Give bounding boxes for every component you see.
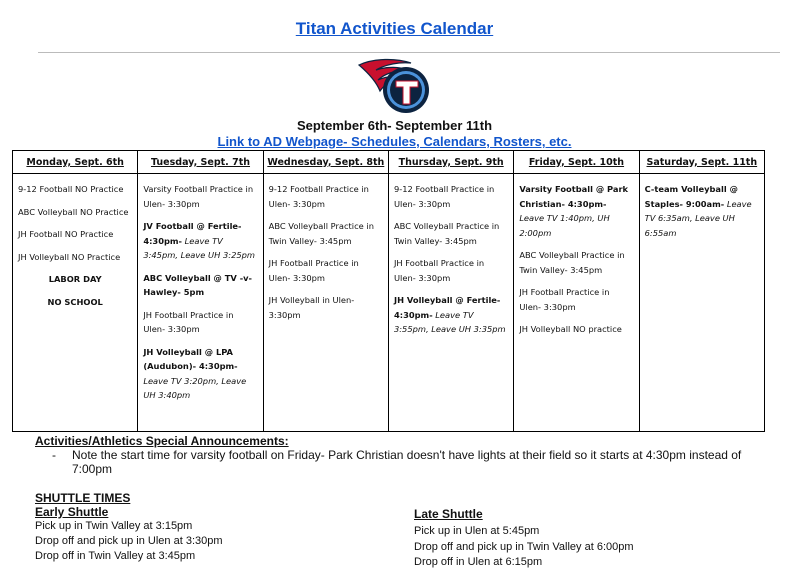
late-shuttle-line: Drop off and pick up in Twin Valley at 6:00pm [414,540,634,553]
event-text-text: ABC Volleyball NO Practice [18,206,129,217]
event-text-text: JH Football Practice in Ulen- 3:30pm [393,258,485,283]
calendar-event [394,182,508,211]
early-shuttle-line: Drop off in Twin Valley at 3:45pm [35,550,196,562]
event-italic-text: Leave TV 3:20pm, Leave UH 3:40pm [143,375,247,400]
announcement-bullet: - [52,448,56,462]
event-text-text: JH Football Practice in Ulen- 3:30pm [519,287,610,312]
day-note: LABOR DAY [48,274,102,284]
horizontal-divider [38,52,780,53]
shuttle-times-title: SHUTTLE TIMES [35,491,131,505]
early-shuttle-list [35,519,223,564]
calendar-event [143,271,257,300]
event-text-text: ABC Volleyball Practice in Twin Valley- 3:45pm [268,221,374,246]
announcements-title: Activities/Athletics Special Announcements: [35,434,289,448]
day-header-wednesday: Wednesday, Sept. 8th [263,151,388,174]
event-italic-text: Leave TV 3:45pm, Leave UH 3:25pm [143,235,255,260]
calendar-event [394,293,508,337]
event-bold-text: JH Volleyball @ LPA (Audubon)- 4:30pm- [143,346,238,371]
day-cell-saturday [639,174,764,432]
event-bold-text: C-team Volleyball @ Staples- 9:00am- [644,184,738,209]
event-italic-text: Leave TV 3:55pm, Leave UH 3:35pm [393,309,506,334]
event-text-text: 9-12 Football NO Practice [18,184,124,194]
early-shuttle-title: Early Shuttle [35,505,109,519]
calendar-event [519,285,633,314]
event-bold-text: JV Football @ Fertile- 4:30pm- [143,221,242,246]
calendar-event [269,182,383,211]
page-title[interactable]: Titan Activities Calendar [295,19,494,38]
calendar-event [18,250,132,265]
event-text-text: 9-12 Football Practice in Ulen- 3:30pm [268,184,369,209]
calendar-event [269,293,383,322]
day-cell-monday [13,174,138,432]
event-text-text: ABC Volleyball Practice in Twin Valley- 3:45pm [393,221,500,246]
calendar-event [143,308,257,337]
late-shuttle-line: Drop off in Ulen at 6:15pm [414,556,543,568]
late-shuttle-title: Late Shuttle [414,507,483,521]
calendar-event [519,182,633,240]
day-header-friday: Friday, Sept. 10th [514,151,639,174]
day-cell-tuesday [138,174,263,432]
event-text-text: JH Volleyball NO practice [519,324,622,334]
event-text-text: JH Volleyball NO Practice [18,251,121,262]
day-cell-wednesday [263,174,388,432]
event-bold-text: Varsity Football @ Park Christian- 4:30pm- [519,184,629,209]
event-italic-text: Leave TV 1:40pm, UH 2:00pm [519,213,610,238]
calendar-event [143,182,257,211]
calendar-event [143,345,257,403]
event-text-text: JH Football NO Practice [18,229,114,239]
calendar-event [394,219,508,248]
event-text-text: JH Football Practice in Ulen- 3:30pm [268,258,359,283]
calendar-event [18,205,132,220]
early-shuttle-line: Drop off and pick up in Ulen at 3:30pm [35,535,223,547]
late-shuttle-list [414,524,634,571]
event-italic-text: Leave TV 6:35am, Leave UH 6:55am [644,198,752,238]
calendar-event [269,219,383,248]
calendar-event [519,322,633,337]
calendar-event [143,219,257,263]
day-cell-friday [514,174,639,432]
event-bold-text: ABC Volleyball @ TV -v- Hawley- 5pm [143,272,253,297]
day-note: NO SCHOOL [47,296,103,307]
day-header-tuesday: Tuesday, Sept. 7th [138,151,263,174]
event-text-text: 9-12 Football Practice in Ulen- 3:30pm [393,184,495,209]
calendar-event [269,256,383,285]
ad-webpage-link[interactable]: Link to AD Webpage- Schedules, Calendars, Rosters, etc. [217,134,572,149]
day-header-saturday: Saturday, Sept. 11th [639,151,764,174]
late-shuttle-line: Pick up in Ulen at 5:45pm [414,525,540,537]
titans-logo-icon [356,57,436,115]
calendar-event [18,182,132,197]
activities-calendar-table [12,150,765,432]
event-text-text: JH Football Practice in Ulen- 3:30pm [143,309,234,334]
event-text-text: JH Volleyball in Ulen- 3:30pm [268,295,355,320]
day-cell-thursday [388,174,513,432]
event-bold-text: JH Volleyball @ Fertile- 4:30pm- [393,295,501,320]
day-header-monday: Monday, Sept. 6th [13,151,138,174]
calendar-event [394,256,508,285]
calendar-event [645,182,759,240]
event-text-text: Varsity Football Practice in Ulen- 3:30pm [143,184,254,209]
day-header-thursday: Thursday, Sept. 9th [388,151,513,174]
calendar-event [519,248,633,277]
event-text-text: ABC Volleyball Practice in Twin Valley- 3:45pm [519,250,625,275]
calendar-event [18,227,132,242]
date-range: September 6th- September 11th [296,118,493,133]
announcement-item: Note the start time for varsity football on Friday- Park Christian doesn't have lights at their field so it starts at 4:30pm instead of 7:00pm [72,448,742,476]
early-shuttle-line: Pick up in Twin Valley at 3:15pm [35,520,193,532]
